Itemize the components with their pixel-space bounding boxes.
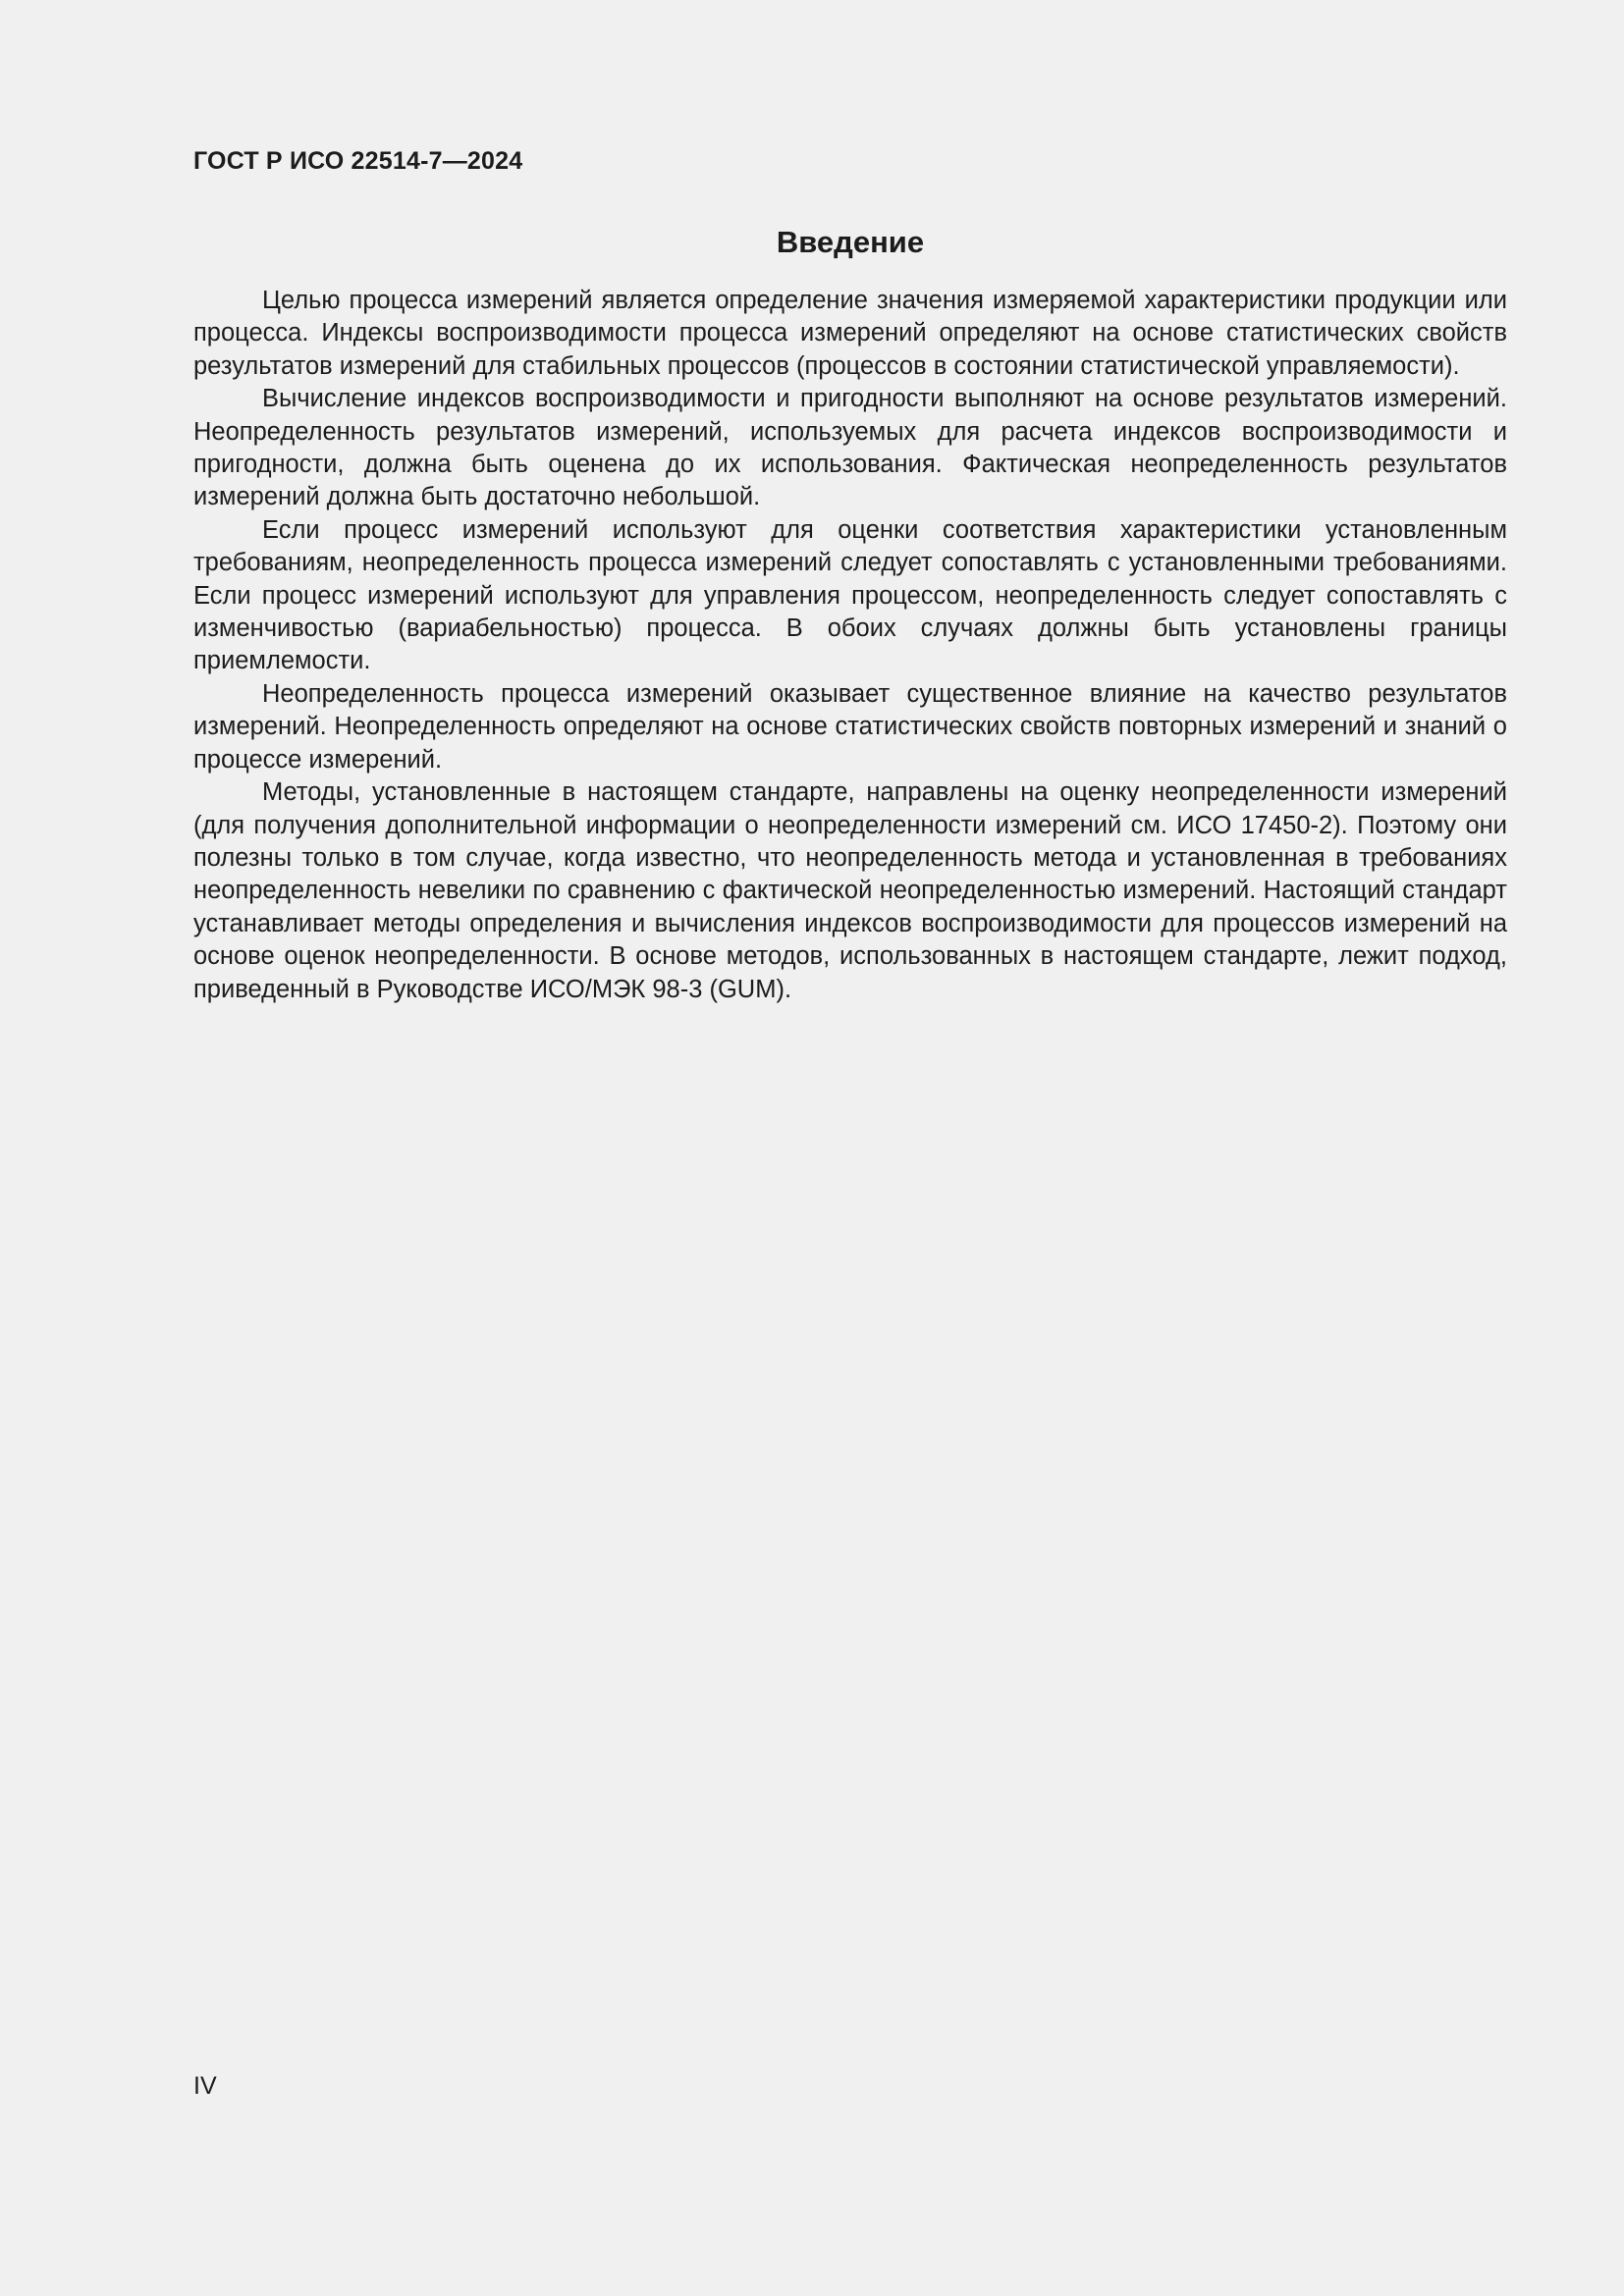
document-header: ГОСТ Р ИСО 22514-7—2024 <box>193 147 523 175</box>
section-title: Введение <box>776 225 925 259</box>
paragraph: Неопределенность процесса измерений оказывает существенное влияние на качество результатов измерений. Неопределенность определяют на основе статистических свойств повторных измерений и знаний о процессе измерений. <box>193 679 1507 774</box>
paragraph: Вычисление индексов воспроизводимости и пригодности выполняют на основе результатов измерений. Неопределенность результатов измерений, используемых для расчета индексов воспроизводимости и пригодности, должна быть оценена до их использования. Фактическая неопределенность результатов измерений должна быть достаточно небольшой. <box>193 385 1507 511</box>
paragraph: Методы, установленные в настоящем стандарте, направлены на оценку неопределенности измерений (для получения дополнительной информации о неопределенности измерений см. ИСО 17450-2). Поэтому они полезны только в том случае, когда известно, что неопределенность метода и установленная в требованиях неопределенность невелики по сравнению с фактической неопределенностью измерений. Настоящий стандарт устанавливает методы определения и вычисления индексов воспроизводимости для процессов измерений на основе оценок неопределенности. В основе методов, использованных в настоящем стандарте, лежит подход, приведенный в Руководстве ИСО/МЭК 98-3 (GUM). <box>193 778 1507 1003</box>
paragraph: Если процесс измерений используют для оценки соответствия характеристики установленным требованиям, неопределенность процесса измерений следует сопоставлять с установленными требованиями. Если процесс измерений используют для управления процессом, неопределенность следует сопоставлять с изменчивостью (вариабельностью) процесса. В обоих случаях должны быть установлены границы приемлемости. <box>193 515 1507 675</box>
page-number: IV <box>193 2072 217 2100</box>
paragraph: Целью процесса измерений является определение значения измеряемой характеристики продукции или процесса. Индексы воспроизводимости процесса измерений определяют на основе статистических свойств результатов измерений для стабильных процессов (процессов в состоянии статистической управляемости). <box>193 287 1507 380</box>
body-text <box>193 285 1507 1006</box>
